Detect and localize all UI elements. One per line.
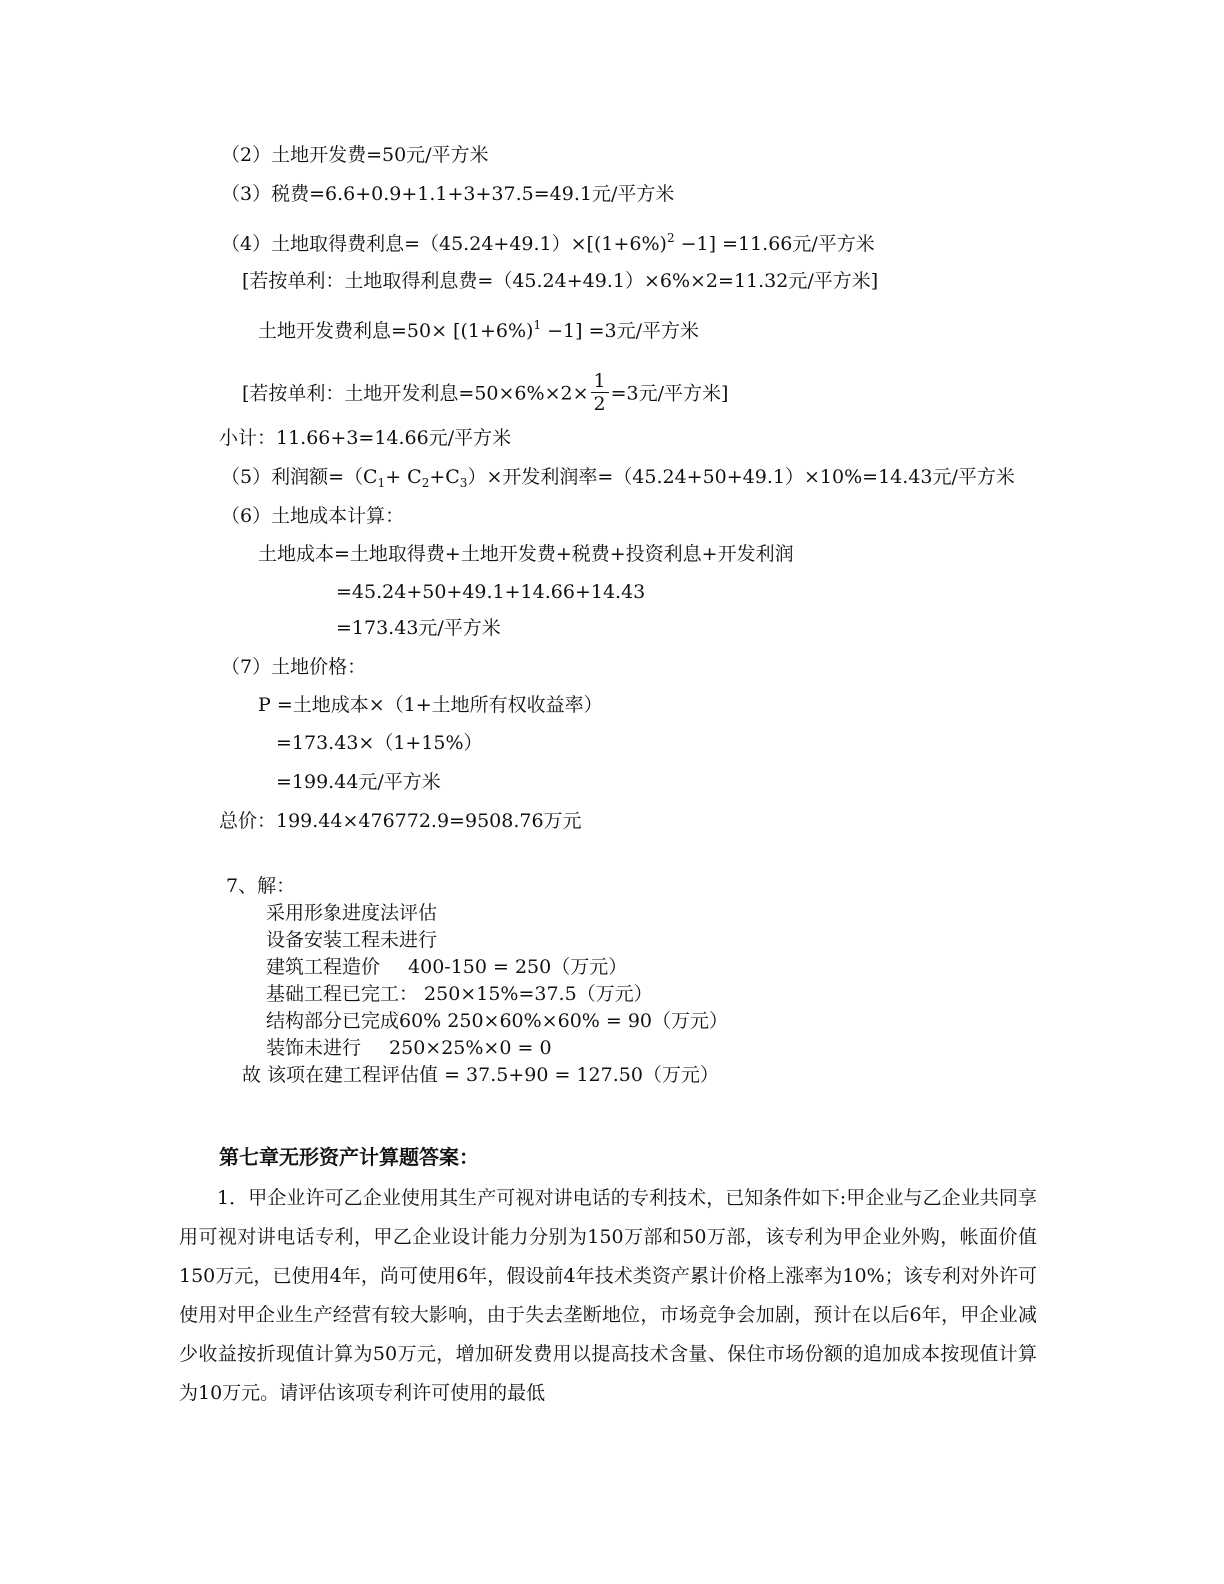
- development-interest-text: 土地开发费利息=50× [(1+6%): [258, 320, 534, 342]
- q7-conclusion: 故 该项在建工程评估值 = 37.5+90 = 127.50（万元）: [242, 1064, 719, 1086]
- chapter-7-question-1: 1．甲企业许可乙企业使用其生产可视对讲电话的专利技术，已知条件如下:甲企业与乙企业共同享用可视对讲电话专利，甲乙企业设计能力分别为150万部和50万部，该专利为甲企业外购，帐面价值150万元，已使用4年，尚可使用6年，假设前4年技术类资产累计价格上涨率为10%；该专利对外许可使用对甲企业生产经营有较大影响，由于失去垄断地位，市场竞争会加剧，预计在以后6年，甲企业减少收益按折现值计算为50万元，增加研发费用以提高技术含量、保住市场份额的追加成本按现值计算为10万元。请评估该项专利许可使用的最低: [179, 1187, 1037, 1404]
- profit-text-d: ）×开发利润率=（45.24+50+49.1）×10%=14.43元/平方米: [467, 466, 1015, 488]
- profit-text-a: （5）利润额=（C: [221, 466, 378, 488]
- profit-text-c: +C: [429, 466, 460, 488]
- acquisition-interest-text: （4）土地取得费利息=（45.24+49.1）×[(1+6%): [221, 233, 667, 255]
- land-cost-result: =173.43元/平方米: [336, 617, 501, 639]
- q7-decoration: [266, 1036, 552, 1060]
- fraction-denominator: 2: [593, 393, 606, 415]
- acquisition-interest-line: [221, 226, 875, 256]
- q7-decoration-label: 装饰未进行: [266, 1037, 362, 1059]
- q7-decoration-value: 250×25%×0 = 0: [389, 1037, 552, 1059]
- land-cost-heading: （6）土地成本计算：: [221, 505, 405, 527]
- land-cost-formula: 土地成本=土地取得费+土地开发费+税费+投资利息+开发利润: [258, 543, 794, 565]
- simple-interest-acquisition-line: [若按单利：土地取得利息费=（45.24+49.1）×6%×2=11.32元/平方米]: [242, 270, 879, 292]
- q7-foundation: 基础工程已完工： 250×15%=37.5（万元）: [266, 983, 653, 1005]
- subscript: 3: [459, 476, 468, 490]
- profit-line: [221, 465, 1015, 495]
- chapter-7-heading: 第七章无形资产计算题答案：: [219, 1145, 479, 1169]
- subscript: 2: [421, 476, 430, 490]
- exponent: 2: [666, 231, 675, 245]
- land-dev-fee-line: （2）土地开发费=50元/平方米: [221, 144, 489, 166]
- simple-interest-result: =3元/平方米]: [610, 382, 729, 405]
- q7-structure: 结构部分已完成60% 250×60%×60% = 90（万元）: [266, 1010, 729, 1032]
- land-price-heading: （7）土地价格：: [221, 656, 367, 678]
- q7-equipment: 设备安装工程未进行: [266, 929, 438, 951]
- simple-interest-development-line: [242, 372, 728, 417]
- land-price-formula: P =土地成本×（1+土地所有权收益率）: [258, 694, 603, 716]
- q7-construction-label: 建筑工程造价: [266, 956, 381, 978]
- land-price-calc: =173.43×（1+15%）: [276, 732, 483, 754]
- land-cost-sum: =45.24+50+49.1+14.66+14.43: [336, 581, 646, 603]
- q7-construction-value: 400-150 = 250（万元）: [408, 956, 628, 978]
- exponent: 1: [533, 318, 542, 332]
- subscript: 1: [377, 476, 386, 490]
- simple-interest-text: [若按单利：土地开发利息=50×6%×2×: [242, 382, 589, 405]
- profit-text-b: + C: [385, 466, 422, 488]
- tax-fee-line: （3）税费=6.6+0.9+1.1+3+37.5=49.1元/平方米: [221, 183, 675, 205]
- fraction-numerator: 1: [591, 370, 609, 393]
- land-price-result: =199.44元/平方米: [276, 771, 441, 793]
- development-interest-result: −1] =3元/平方米: [541, 320, 700, 342]
- q7-construction-cost: [266, 955, 627, 979]
- acquisition-interest-result: −1] =11.66元/平方米: [674, 233, 875, 255]
- development-interest-line: [258, 313, 699, 343]
- question-7-title: 7、解：: [226, 875, 296, 897]
- subtotal-line: 小计：11.66+3=14.66元/平方米: [219, 427, 512, 449]
- total-price-line: 总价：199.44×476772.9=9508.76万元: [219, 810, 582, 832]
- q7-method: 采用形象进度法评估: [266, 902, 438, 924]
- fraction: [591, 370, 609, 415]
